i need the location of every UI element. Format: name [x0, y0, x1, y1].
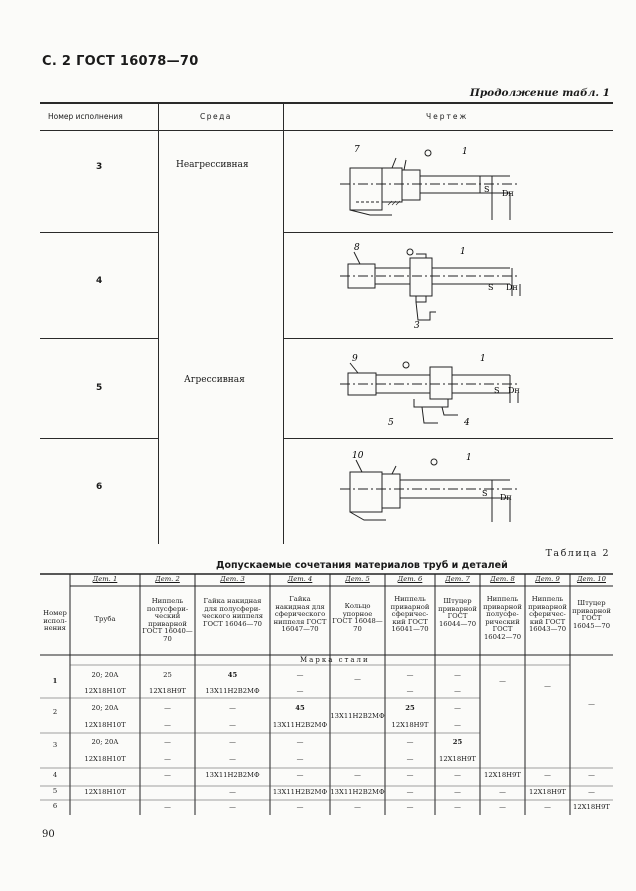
d4-label-part-b: 1 — [460, 247, 466, 257]
r2-c7-a: — — [454, 704, 461, 712]
r5-c10: — — [588, 788, 595, 796]
r1-c6-a: — — [406, 671, 414, 679]
part-1: Труба — [94, 615, 116, 623]
r4-c6: — — [406, 771, 414, 779]
r1-c1-a: 20; 20А — [91, 671, 119, 679]
d4-dim-s: S — [488, 283, 494, 292]
r2-c6-a: 25 — [405, 704, 415, 712]
r4-c10: — — [588, 771, 595, 779]
det-4: Дет. 4 — [287, 575, 313, 583]
continuation-label: Продолжение табл. 1 — [469, 87, 610, 99]
d5-dim-dn: Dн — [508, 386, 520, 395]
d6-dim-dn: Dн — [500, 493, 512, 502]
r4-c5: — — [354, 771, 361, 779]
part-9: Ниппель приварной сферичес-кий ГОСТ 16043—70 — [528, 595, 567, 634]
part-4: Гайка накидная для сферического ниппеля ГОСТ 16047—70 — [273, 595, 327, 634]
row-number-5: 5 — [96, 383, 103, 393]
det-5: Дет. 5 — [345, 575, 370, 583]
det-9: Дет. 9 — [535, 575, 560, 583]
r3-c3-b: — — [229, 755, 236, 763]
r3-c2-a: — — [164, 738, 171, 746]
r3-c7-b: 12Х18Н9Т — [439, 755, 476, 763]
d4-label-part-c: 3 — [414, 321, 420, 331]
r6-c9: — — [544, 803, 551, 811]
r3-c6-b: — — [406, 755, 414, 763]
r5-c1: 12Х18Н10Т — [84, 788, 126, 796]
part-3: Гайка накидная для полусфери-ческого ниппеля ГОСТ 16046—70 — [201, 597, 264, 628]
r1-c1-b: 12Х18Н10Т — [84, 687, 126, 695]
part-7: Штуцер приварной ГОСТ 16044—70 — [438, 597, 477, 628]
r5-c4: 13Х11Н2В2МФ — [272, 788, 328, 796]
part-8: Ниппель приварной полусфе-рический ГОСТ 16042—70 — [483, 595, 522, 641]
d3-label-part-b: 1 — [462, 147, 468, 157]
r6-c2: — — [164, 803, 171, 811]
d5-dim-s: S — [494, 386, 500, 395]
row-header: Номер испол-нения — [43, 609, 67, 633]
det-2: Дет. 2 — [155, 575, 180, 583]
d5-label-part-a: 9 — [352, 354, 358, 364]
r3-c3-a: — — [229, 738, 236, 746]
r4-c8: 12Х18Н9Т — [484, 771, 521, 779]
r5-c9: 12Х18Н9Т — [529, 788, 566, 796]
steel-grade-label: Марка стали — [300, 656, 370, 664]
r1-c5: — — [354, 675, 361, 683]
d5-label-part-c: 5 — [388, 418, 394, 428]
r4-c2: — — [164, 771, 171, 779]
r3-c4-b: — — [296, 755, 304, 763]
det-10: Дет. 10 — [577, 575, 606, 583]
r1-c10: — — [588, 700, 595, 708]
r1-c3-a: 45 — [227, 671, 238, 679]
col-header-medium: Среда — [200, 112, 232, 121]
r5-c6: — — [406, 788, 414, 796]
r6-c8: — — [499, 803, 506, 811]
r6-c3: — — [229, 803, 236, 811]
det-6: Дет. 6 — [397, 575, 423, 583]
r1-c6-b: — — [406, 687, 414, 695]
r1-c9: — — [544, 682, 551, 690]
r6-c6: — — [406, 803, 414, 811]
t2-row-2-no: 2 — [52, 708, 58, 716]
d4-dim-dn: Dн — [506, 283, 518, 292]
col-header-drawing: Чертеж — [426, 112, 469, 121]
r4-c9: — — [544, 771, 551, 779]
part-10: Штуцер приварной ГОСТ 16045—70 — [572, 599, 611, 630]
d5-label-part-d: 4 — [464, 418, 470, 428]
t2-row-6-no: 6 — [52, 802, 58, 810]
d6-dim-s: S — [482, 489, 488, 498]
r3-c7-a: 25 — [452, 738, 463, 746]
page-title: С. 2 ГОСТ 16078—70 — [42, 54, 199, 69]
t2-row-3-no: 3 — [52, 741, 58, 749]
d3-label-part-a: 7 — [354, 145, 360, 155]
r3-c1-a: 20; 20А — [91, 738, 119, 746]
r5-c3: — — [229, 788, 236, 796]
r6-c4: — — [296, 803, 304, 811]
row-number-3: 3 — [96, 162, 103, 172]
r2-c3-a: — — [229, 704, 236, 712]
d3-dim-s: S — [484, 185, 490, 194]
r3-c6-a: — — [406, 738, 414, 746]
r2-c4-b: 13Х11Н2В2МФ — [272, 721, 328, 729]
medium-nonaggressive: Неагрессивная — [176, 160, 249, 170]
r5-c7: — — [454, 788, 461, 796]
d6-label-part-b: 1 — [466, 453, 472, 463]
r1-c7-b: — — [454, 687, 461, 695]
r2-c2-b: — — [164, 721, 171, 729]
r6-c10: 12Х18Н9Т — [573, 803, 610, 811]
d4-label-part-a: 8 — [354, 243, 360, 253]
r2-c1-a: 20; 20А — [91, 704, 119, 712]
r4-c7: — — [454, 771, 461, 779]
t2-row-1-no: 1 — [52, 677, 58, 685]
det-3: Дет. 3 — [220, 575, 245, 583]
r2-c1-b: 12Х18Н10Т — [84, 721, 126, 729]
det-1: Дет. 1 — [92, 575, 118, 583]
r3-c2-b: — — [164, 755, 171, 763]
r2-c2-a: — — [164, 704, 171, 712]
r1-c3-b: 13Х11Н2В2МФ — [205, 687, 260, 695]
row-number-6: 6 — [96, 482, 103, 492]
col-header-number: Номер исполнения — [48, 112, 123, 121]
r3-c4-a: — — [296, 738, 304, 746]
page-number: 90 — [42, 829, 55, 840]
r2-c5: 13Х11Н2В2МФ — [330, 712, 385, 720]
d3-dim-dn: Dн — [502, 189, 514, 198]
table2-label: Таблица 2 — [545, 548, 610, 559]
r1-c4-a: — — [296, 671, 304, 679]
t2-row-5-no: 5 — [52, 787, 58, 795]
r1-c2-a: 25 — [163, 671, 172, 679]
r6-c7: — — [454, 803, 461, 811]
r5-c8: — — [499, 788, 506, 796]
table2-title: Допускаемые сочетания материалов труб и деталей — [216, 560, 508, 571]
r2-c4-a: 45 — [295, 704, 305, 712]
r2-c6-b: 12Х18Н9Т — [391, 721, 429, 729]
det-7: Дет. 7 — [445, 575, 470, 583]
part-2: Ниппель полусфери-ческий приварной ГОСТ 16040—70 — [142, 597, 193, 643]
medium-aggressive: Агрессивная — [184, 375, 245, 385]
t2-row-4-no: 4 — [52, 771, 58, 779]
r4-c3: 13Х11Н2В2МФ — [205, 771, 260, 779]
r2-c7-b: — — [454, 721, 461, 729]
r3-c1-b: 12Х18Н10Т — [84, 755, 126, 763]
part-6: Ниппель приварной сферичес-кий ГОСТ 16041—70 — [390, 595, 430, 634]
r2-c3-b: — — [229, 721, 236, 729]
r1-c7-a: — — [454, 671, 461, 679]
r4-c4: — — [296, 771, 304, 779]
r5-c5: 13Х11Н2В2МФ — [330, 788, 385, 796]
r1-c4-b: — — [296, 687, 304, 695]
r1-c2-b: 12Х18Н9Т — [149, 687, 186, 695]
d6-label-part-a: 10 — [352, 451, 364, 461]
part-5: Кольцо упорное ГОСТ 16048—70 — [332, 602, 383, 633]
r6-c5: — — [354, 803, 361, 811]
row-number-4: 4 — [96, 276, 103, 286]
r1-c8: — — [499, 677, 506, 685]
d5-label-part-b: 1 — [480, 354, 486, 364]
det-8: Дет. 8 — [490, 575, 515, 583]
